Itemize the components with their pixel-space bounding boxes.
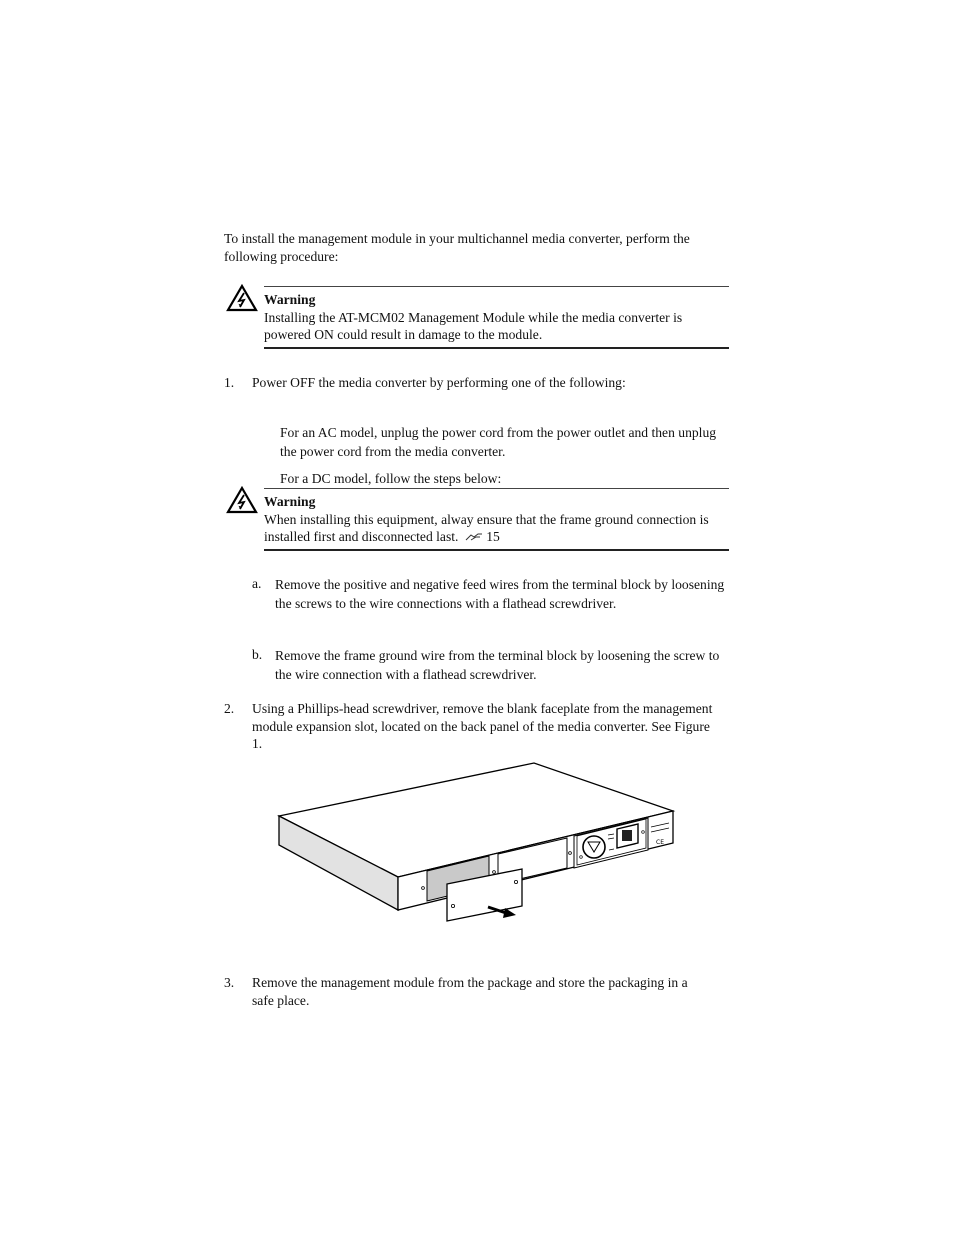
warning-box [264,488,729,551]
warning-box [264,286,729,349]
dc-model-instruction: For a DC model, follow the steps below: [280,470,502,486]
intro-paragraph: To install the management module in your multichannel media converter, perform the following procedure: [224,231,690,264]
electrical-hazard-icon [226,486,258,514]
svg-text:CE: CE [656,839,664,846]
faceplate-removal-illustration [276,760,678,926]
ac-model-instruction: For an AC model, unplug the power cord from the power outlet and then unplug the power cord from the media converter. [280,424,717,459]
warning-title: Warning [264,292,316,307]
substep-letter: a. [252,576,262,591]
pointing-hand-icon [465,532,483,542]
substep-letter: b. [252,647,263,662]
step-number: 1. [224,375,235,390]
step-number: 3. [224,975,235,990]
step-text: Using a Phillips-head screwdriver, remove the blank faceplate from the management module expansion slot, located on the back panel of the media converter. See Figure 1. [252,701,713,751]
step-text: Power OFF the media converter by performing one of the following: [252,375,626,390]
substep-text: Remove the frame ground wire from the terminal block by loosening the screw to the wire connection with a flathead screwdriver. [275,648,720,682]
electrical-hazard-icon [226,284,258,312]
translation-reference: 15 [486,529,500,544]
step-text: Remove the management module from the package and store the packaging in a safe place. [252,975,688,1008]
step-number: 2. [224,701,235,716]
warning-text: When installing this equipment, alway ensure that the frame ground connection is installed first and disconnected last. [264,511,709,544]
warning-text: Installing the AT-MCM02 Management Module while the media converter is powered ON could result in damage to the module. [264,309,683,342]
substep-text: Remove the positive and negative feed wires from the terminal block by loosening the screws to the wire connections with a flathead screwdriver. [275,577,725,611]
warning-title: Warning [264,494,316,509]
